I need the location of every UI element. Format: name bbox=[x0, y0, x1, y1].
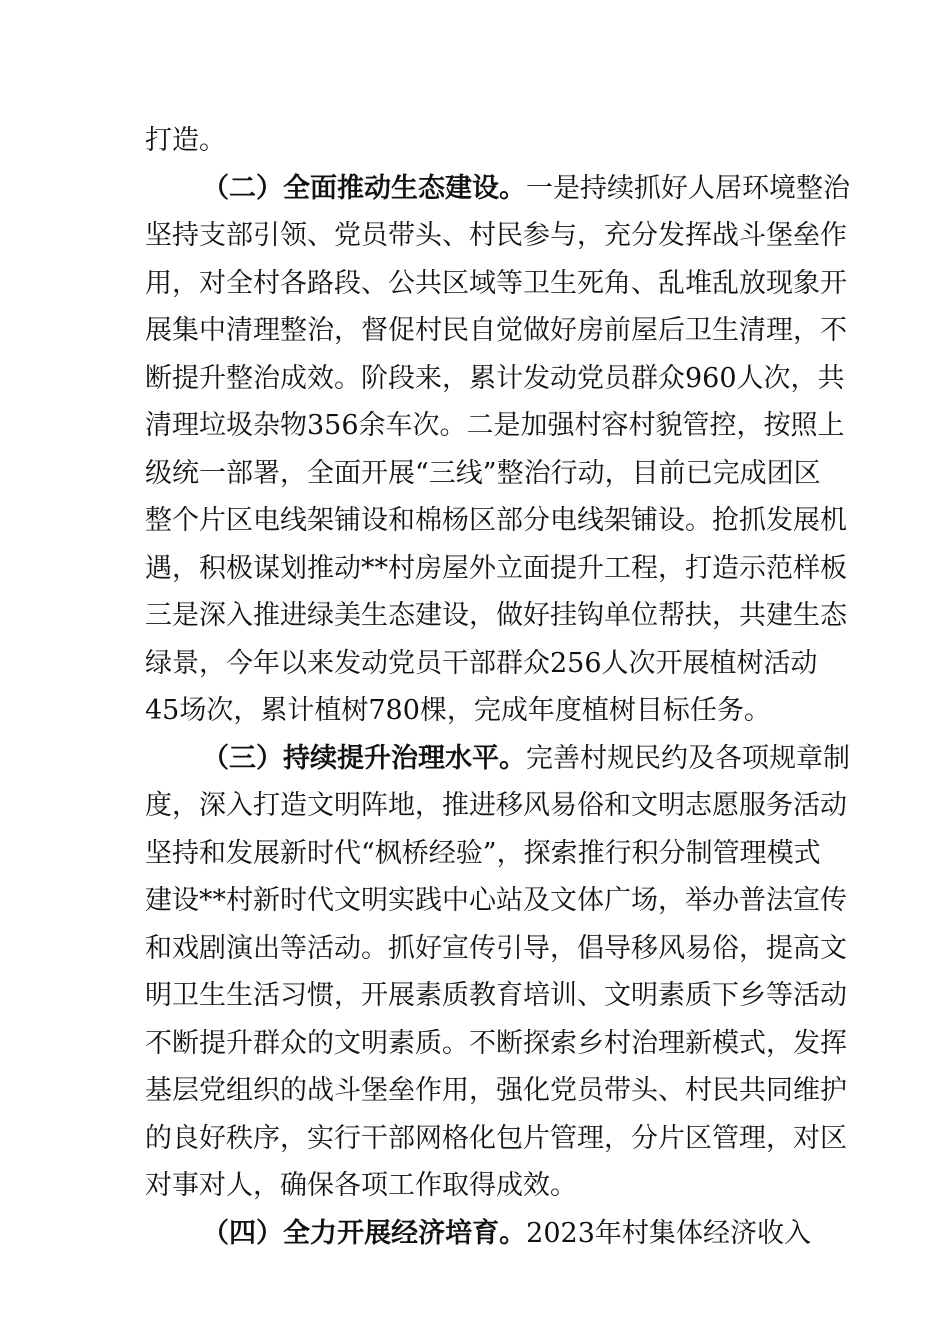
document-body bbox=[145, 117, 850, 1257]
text-line: 基层党组织的战斗堡垒作用，强化党员带头、村民共同维护 bbox=[145, 1075, 847, 1106]
section-heading-ecology: （二）全面推动生态建设。 bbox=[202, 172, 526, 204]
text-line: 绿景，今年以来发动党员干部群众256人次开展植树活动 bbox=[145, 647, 818, 679]
text-run: 2023年村集体经济收入 bbox=[526, 1217, 811, 1249]
text-line: 和戏剧演出等活动。抓好宣传引导，倡导移风易俗，提高文 bbox=[145, 932, 847, 964]
text-line: 清理垃圾杂物356余车次。二是加强村容村貌管控，按照上 bbox=[145, 410, 845, 441]
text-line: 遇，积极谋划推动**村房屋外立面提升工程，打造示范样板 bbox=[145, 552, 847, 584]
text-line: 度，深入打造文明阵地，推进移风易俗和文明志愿服务活动 bbox=[145, 790, 847, 821]
paragraph-economy bbox=[145, 1210, 811, 1258]
section-heading-governance: （三）持续提升治理水平。 bbox=[202, 742, 526, 774]
text-line: 展集中清理整治，督促村民自觉做好房前屋后卫生清理，不 bbox=[145, 315, 847, 346]
text-line: 坚持和发展新时代“枫桥经验”，探索推行积分制管理模式 bbox=[145, 837, 821, 869]
paragraph-ecology bbox=[145, 165, 850, 735]
text-line bbox=[145, 165, 850, 213]
text-line bbox=[145, 1210, 811, 1258]
text-line: 断提升整治成效。阶段来，累计发动党员群众960人次，共 bbox=[145, 362, 845, 394]
text-line: 坚持支部引领、党员带头、村民参与，充分发挥战斗堡垒作 bbox=[145, 220, 847, 251]
text-line: 级统一部署，全面开展“三线”整治行动，目前已完成团区 bbox=[145, 457, 821, 489]
text-line bbox=[145, 735, 850, 783]
text-line: 打造。 bbox=[145, 125, 226, 156]
text-line: 用，对全村各路段、公共区域等卫生死角、乱堆乱放现象开 bbox=[145, 267, 847, 299]
text-line: 整个片区电线架铺设和棉杨区部分电线架铺设。抢抓发展机 bbox=[145, 505, 847, 536]
text-line: 的良好秩序，实行干部网格化包片管理，分片区管理，对区 bbox=[145, 1122, 847, 1154]
paragraph-continuation bbox=[145, 117, 811, 165]
text-line: 建设**村新时代文明实践中心站及文体广场，举办普法宣传 bbox=[145, 885, 847, 916]
text-line: 不断提升群众的文明素质。不断探索乡村治理新模式，发挥 bbox=[145, 1027, 847, 1059]
text-run: 一是持续抓好人居环境整治 bbox=[526, 172, 850, 204]
text-run: 完善村规民约及各项规章制 bbox=[526, 742, 850, 774]
text-line: 三是深入推进绿美生态建设，做好挂钩单位帮扶，共建生态 bbox=[145, 600, 847, 631]
text-line: 对事对人，确保各项工作取得成效。 bbox=[145, 1170, 577, 1201]
section-heading-economy: （四）全力开展经济培育。 bbox=[202, 1217, 527, 1249]
paragraph-governance bbox=[145, 735, 850, 1210]
text-line: 明卫生生活习惯，开展素质教育培训、文明素质下乡等活动 bbox=[145, 980, 847, 1011]
text-line: 45场次，累计植树780棵，完成年度植树目标任务。 bbox=[145, 695, 771, 726]
